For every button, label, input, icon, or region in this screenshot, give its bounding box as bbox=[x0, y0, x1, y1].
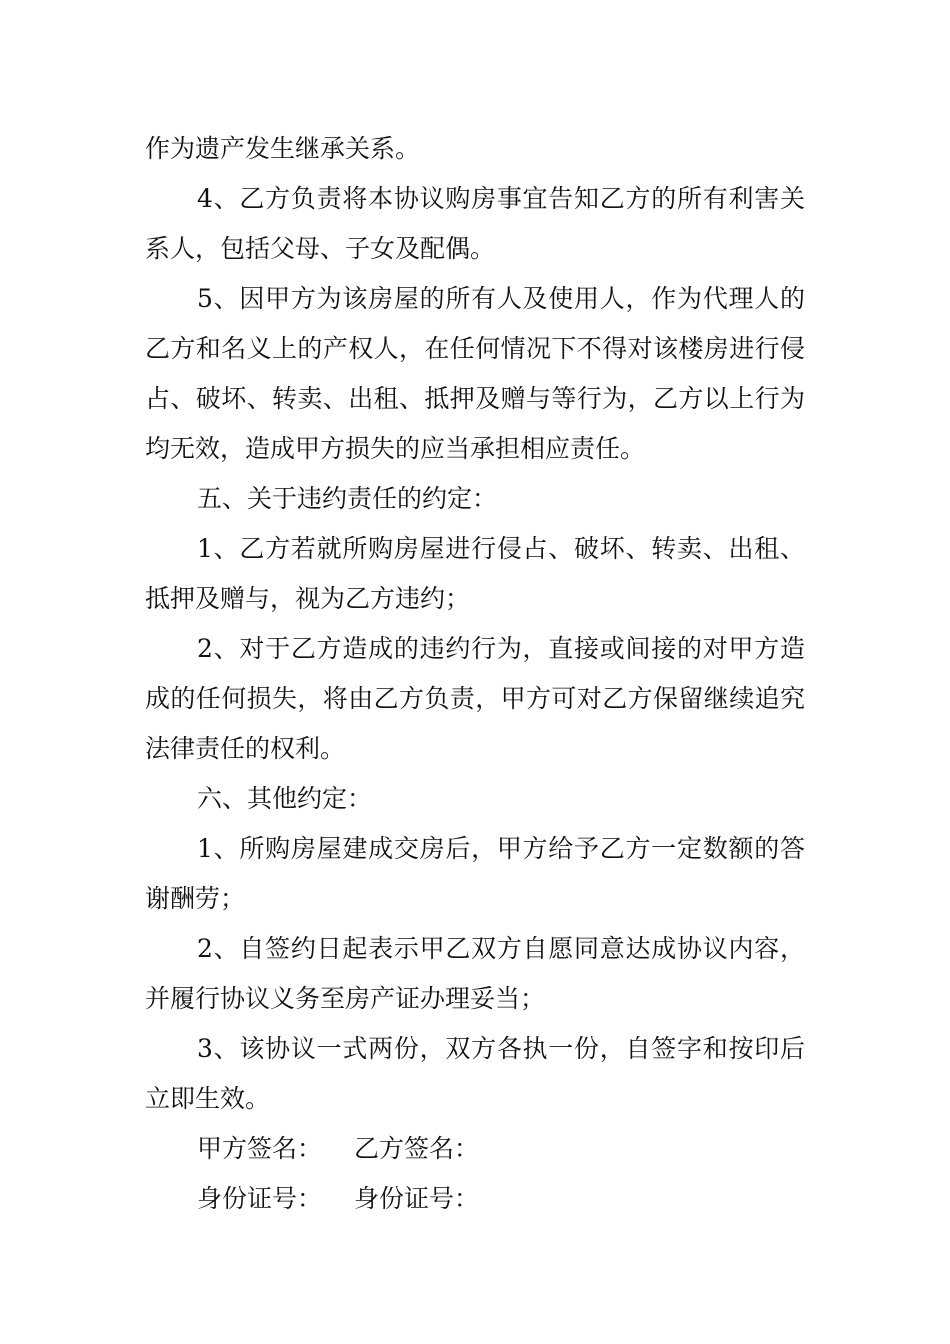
section-5-heading: 五、关于违约责任的约定： bbox=[197, 484, 498, 513]
party-b-signature-label: 乙方签名： bbox=[354, 1134, 480, 1163]
section-6-heading: 六、其他约定： bbox=[197, 784, 373, 813]
party-a-id-label: 身份证号： bbox=[197, 1184, 323, 1213]
party-b-id-label: 身份证号： bbox=[354, 1184, 480, 1213]
breach-clause-1: 1、乙方若就所购房屋进行侵占、破坏、转卖、出租、抵押及赠与，视为乙方违约； bbox=[145, 534, 805, 613]
signature-line bbox=[145, 1124, 805, 1174]
document-page bbox=[145, 124, 805, 1224]
clause-5-ownership: 5、因甲方为该房屋的所有人及使用人，作为代理人的乙方和名义上的产权人，在任何情况下不得对该楼房进行侵占、破坏、转卖、出租、抵押及赠与等行为，乙方以上行为均无效，造成甲方损失的应当承担相应责任。 bbox=[145, 284, 805, 463]
clause-4-notify-parties: 4、乙方负责将本协议购房事宜告知乙方的所有利害关系人，包括父母、子女及配偶。 bbox=[145, 184, 805, 263]
other-clause-3: 3、该协议一式两份，双方各执一份，自签字和按印后立即生效。 bbox=[145, 1034, 805, 1113]
other-clause-1: 1、所购房屋建成交房后，甲方给予乙方一定数额的答谢酬劳； bbox=[145, 834, 805, 913]
party-a-signature-label: 甲方签名： bbox=[197, 1134, 323, 1163]
paragraph-inheritance: 作为遗产发生继承关系。 bbox=[145, 134, 421, 163]
id-number-line bbox=[145, 1174, 805, 1224]
other-clause-2: 2、自签约日起表示甲乙双方自愿同意达成协议内容，并履行协议义务至房产证办理妥当； bbox=[145, 934, 805, 1013]
breach-clause-2: 2、对于乙方造成的违约行为，直接或间接的对甲方造成的任何损失，将由乙方负责，甲方可对乙方保留继续追究法律责任的权利。 bbox=[145, 634, 805, 763]
